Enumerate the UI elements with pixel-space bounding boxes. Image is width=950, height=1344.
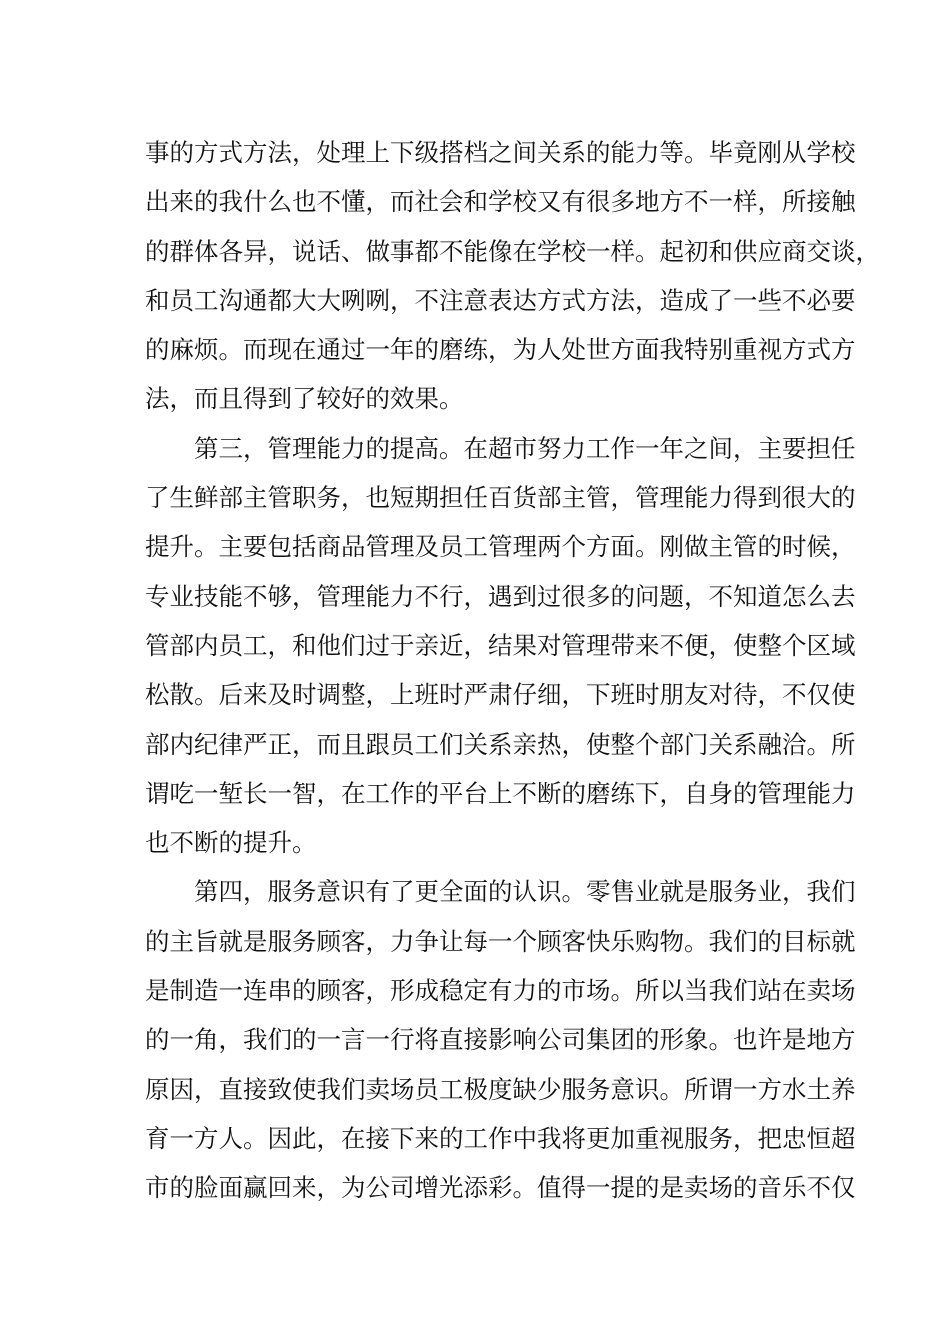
text-line: 出来的我什么也不懂，而社会和学校又有很多地方不一样，所接触 — [145, 187, 856, 217]
text-line: 专业技能不够，管理能力不行，遇到过很多的问题，不知道怎么去 — [145, 581, 856, 611]
text-line: 法，而且得到了较好的效果。 — [145, 384, 464, 414]
text-line: 的群体各异，说话、做事都不能像在学校一样。起初和供应商交谈， — [145, 236, 880, 266]
paragraph-2 — [145, 424, 856, 868]
body-text — [145, 128, 880, 1213]
text-line: 市的脸面赢回来，为公司增光添彩。值得一提的是卖场的音乐不仅 — [145, 1173, 856, 1203]
text-line: 管部内员工，和他们过于亲近，结果对管理带来不便，使整个区域 — [145, 630, 856, 660]
text-line: 育一方人。因此，在接下来的工作中我将更加重视服务，把忠恒超 — [145, 1123, 856, 1153]
text-line: 的麻烦。而现在通过一年的磨练，为人处世方面我特别重视方式方 — [145, 335, 856, 365]
text-line: 松散。后来及时调整，上班时严肃仔细，下班时朋友对待，不仅使 — [145, 680, 856, 710]
text-line: 原因，直接致使我们卖场员工极度缺少服务意识。所谓一方水土养 — [145, 1074, 856, 1104]
text-line: 事的方式方法，处理上下级搭档之间关系的能力等。毕竟刚从学校 — [145, 138, 856, 167]
text-line: 是制造一连串的顾客，形成稳定有力的市场。所以当我们站在卖场 — [145, 976, 856, 1006]
text-line: 第四，服务意识有了更全面的认识。零售业就是服务业，我们 — [194, 877, 856, 907]
text-line: 和员工沟通都大大咧咧，不注意表达方式方法，造成了一些不必要 — [145, 285, 856, 315]
text-line: 了生鲜部主管职务，也短期担任百货部主管，管理能力得到很大的 — [145, 483, 856, 513]
text-line: 部内纪律严正，而且跟员工们关系亲热，使整个部门关系融洽。所 — [145, 729, 856, 759]
text-line: 第三，管理能力的提高。在超市努力工作一年之间，主要担任 — [194, 433, 856, 463]
paragraph-3 — [145, 867, 856, 1212]
text-line: 的一角，我们的一言一行将直接影响公司集团的形象。也许是地方 — [145, 1025, 856, 1055]
text-line: 谓吃一堑长一智，在工作的平台上不断的磨练下，自身的管理能力 — [145, 778, 856, 808]
text-line: 的主旨就是服务顾客，力争让每一个顾客快乐购物。我们的目标就 — [145, 926, 856, 956]
paragraph-1 — [145, 128, 880, 424]
text-line: 提升。主要包括商品管理及员工管理两个方面。刚做主管的时候， — [145, 532, 856, 562]
text-line: 也不断的提升。 — [145, 828, 317, 858]
